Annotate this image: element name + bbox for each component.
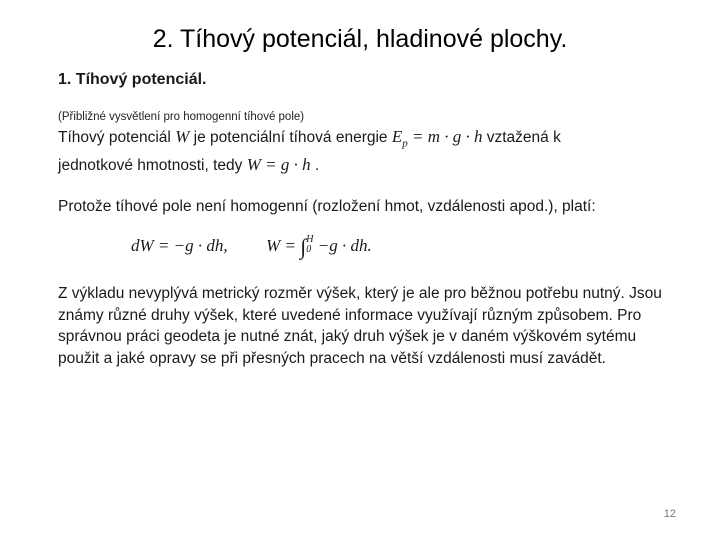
def-text-b: je potenciální tíhová energie bbox=[189, 129, 392, 146]
page-number: 12 bbox=[663, 508, 676, 520]
def-symbol-w: W bbox=[175, 127, 190, 146]
section-heading: 1. Tíhový potenciál. bbox=[58, 71, 207, 88]
definition-paragraph bbox=[58, 126, 678, 176]
def-text-e: . bbox=[310, 157, 320, 175]
def-energy-rhs: = m · g · h bbox=[407, 127, 487, 146]
def-text-c: vztažená k bbox=[486, 129, 561, 146]
heights-paragraph: Z výkladu nevyplývá metrický rozměr výšek, který je ale pro běžnou potřebu nutný. Jsou známy různé druhy výšek, které uvedené informace využívají různým způsobem. Pro správnou práci geodeta je nutné znát, jaký druh výšek je v daném výškovém sytému použit a jaké opravy se při přesných pracech na větší vzdálenosti musí zavádět. bbox=[58, 285, 662, 367]
slide-title: 2. Tíhový potenciál, hladinové plochy. bbox=[152, 25, 568, 53]
formula-differential: dW = −g · dh, bbox=[131, 236, 228, 256]
def-subscript-p: p bbox=[402, 137, 408, 150]
content-section bbox=[58, 70, 678, 369]
homogeneous-note: (Přibližné vysvětlení pro homogenní tíhové pole) bbox=[58, 111, 305, 123]
formula-integrand: −g · dh. bbox=[313, 236, 372, 256]
potential-formula bbox=[131, 231, 678, 259]
inhomogeneous-paragraph: Protože tíhové pole není homogenní (rozložení hmot, vzdálenosti apod.), platí: bbox=[58, 198, 596, 216]
integral-upper-limit: H bbox=[306, 234, 314, 246]
formula-integral-lhs: W = bbox=[266, 236, 301, 256]
def-energy-formula bbox=[391, 127, 487, 150]
def-text-a: Tíhový potenciál bbox=[58, 129, 176, 146]
integral-sign: ∫ bbox=[300, 234, 307, 260]
def-text-d: jednotkové hmotnosti, tedy bbox=[58, 157, 247, 175]
def-symbol-e: E bbox=[391, 127, 403, 146]
integral-lower-limit: 0 bbox=[306, 244, 312, 256]
def-potential-formula: W = g · h bbox=[246, 155, 311, 175]
